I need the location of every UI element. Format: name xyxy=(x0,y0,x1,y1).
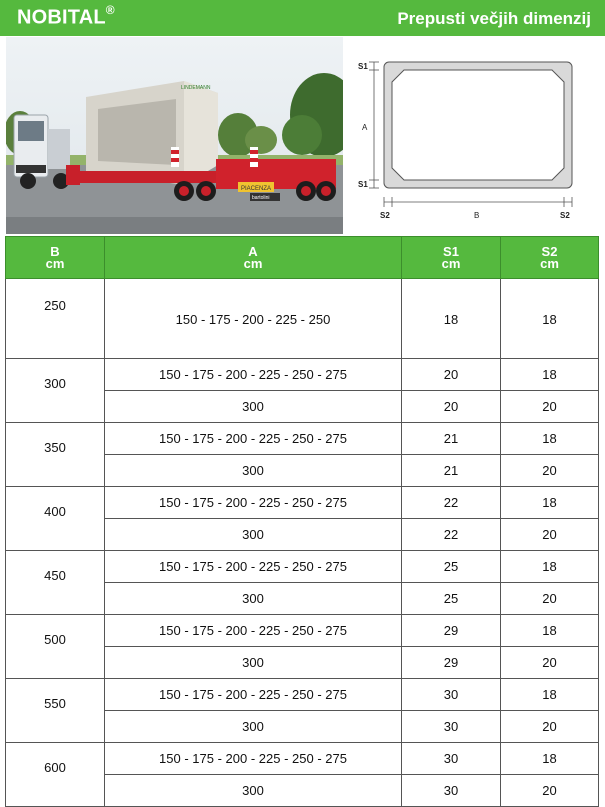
dim-b: B xyxy=(474,211,480,220)
cell-s1: 20 xyxy=(402,359,501,391)
cell-b: 550 xyxy=(6,679,105,743)
dim-a: A xyxy=(362,123,368,132)
culvert-diagram xyxy=(352,50,592,230)
cell-a: 300 xyxy=(105,583,402,615)
cell-s2: 20 xyxy=(501,519,599,551)
page-subtitle: Prepusti večjih dimenzij xyxy=(397,9,591,28)
header-bar xyxy=(0,0,605,36)
cell-s1: 22 xyxy=(402,519,501,551)
cell-s1: 21 xyxy=(402,455,501,487)
cell-s1: 22 xyxy=(402,487,501,519)
header-s1: S1 cm xyxy=(402,237,501,279)
cell-s1: 18 xyxy=(402,279,501,359)
cell-s2: 18 xyxy=(501,359,599,391)
cell-s2: 20 xyxy=(501,711,599,743)
cell-a: 300 xyxy=(105,647,402,679)
culvert-label: LINDEMANN xyxy=(181,85,211,91)
cell-b: 450 xyxy=(6,551,105,615)
brand-name: NOBITAL xyxy=(17,6,106,29)
cell-s2: 18 xyxy=(501,551,599,583)
cell-s2: 18 xyxy=(501,279,599,359)
cell-a: 150 - 175 - 200 - 225 - 250 - 275 xyxy=(105,551,402,583)
dimensions-table xyxy=(5,236,599,807)
cell-a: 150 - 175 - 200 - 225 - 250 - 275 xyxy=(105,423,402,455)
cell-s2: 18 xyxy=(501,423,599,455)
cell-a: 150 - 175 - 200 - 225 - 250 - 275 xyxy=(105,359,402,391)
table-row xyxy=(6,423,599,455)
cell-s2: 18 xyxy=(501,743,599,775)
cell-a: 300 xyxy=(105,775,402,807)
trailer-label: bartolini xyxy=(252,195,270,201)
dim-s2-left: S2 xyxy=(380,211,390,220)
table-header-row xyxy=(6,237,599,279)
cell-s1: 30 xyxy=(402,679,501,711)
cell-s2: 18 xyxy=(501,487,599,519)
cell-s2: 20 xyxy=(501,391,599,423)
cell-a: 300 xyxy=(105,711,402,743)
cell-s1: 21 xyxy=(402,423,501,455)
header-b: B cm xyxy=(6,237,105,279)
cell-s2: 18 xyxy=(501,615,599,647)
cell-s1: 30 xyxy=(402,711,501,743)
dim-s1-top: S1 xyxy=(358,62,368,71)
brand-title xyxy=(17,5,115,30)
cell-b: 250 xyxy=(6,279,105,359)
cell-b: 600 xyxy=(6,743,105,807)
cell-b: 500 xyxy=(6,615,105,679)
table-row xyxy=(6,359,599,391)
concrete-culvert xyxy=(86,81,218,185)
cell-a: 150 - 175 - 200 - 225 - 250 - 275 xyxy=(105,743,402,775)
cell-a: 150 - 175 - 200 - 225 - 250 - 275 xyxy=(105,679,402,711)
cell-s1: 30 xyxy=(402,775,501,807)
header-a: A cm xyxy=(105,237,402,279)
header-s2: S2 cm xyxy=(501,237,599,279)
cell-s1: 25 xyxy=(402,583,501,615)
cell-s1: 20 xyxy=(402,391,501,423)
cell-s2: 20 xyxy=(501,647,599,679)
cell-s2: 18 xyxy=(501,679,599,711)
cell-b: 400 xyxy=(6,487,105,551)
cell-a: 150 - 175 - 200 - 225 - 250 - 275 xyxy=(105,487,402,519)
truck-photo xyxy=(6,37,343,234)
dim-s1-bottom: S1 xyxy=(358,180,368,189)
cell-a: 300 xyxy=(105,519,402,551)
table-row xyxy=(6,487,599,519)
cell-a: 300 xyxy=(105,455,402,487)
cell-s1: 29 xyxy=(402,647,501,679)
table-row xyxy=(6,679,599,711)
cell-a: 300 xyxy=(105,391,402,423)
dim-s2-right: S2 xyxy=(560,211,570,220)
registered-mark: ® xyxy=(105,3,115,17)
table-row xyxy=(6,743,599,775)
cell-b: 300 xyxy=(6,359,105,423)
table-row xyxy=(6,551,599,583)
cell-b: 350 xyxy=(6,423,105,487)
table-row xyxy=(6,615,599,647)
cell-s1: 29 xyxy=(402,615,501,647)
cell-s2: 20 xyxy=(501,455,599,487)
plate-label: PIACENZA xyxy=(241,186,272,192)
cell-a: 150 - 175 - 200 - 225 - 250 - 275 xyxy=(105,615,402,647)
culvert-opening xyxy=(392,70,564,180)
cell-s2: 20 xyxy=(501,583,599,615)
cell-s2: 20 xyxy=(501,775,599,807)
cell-a: 150 - 175 - 200 - 225 - 250 xyxy=(105,279,402,359)
table-row xyxy=(6,279,599,359)
cell-s1: 25 xyxy=(402,551,501,583)
cell-s1: 30 xyxy=(402,743,501,775)
